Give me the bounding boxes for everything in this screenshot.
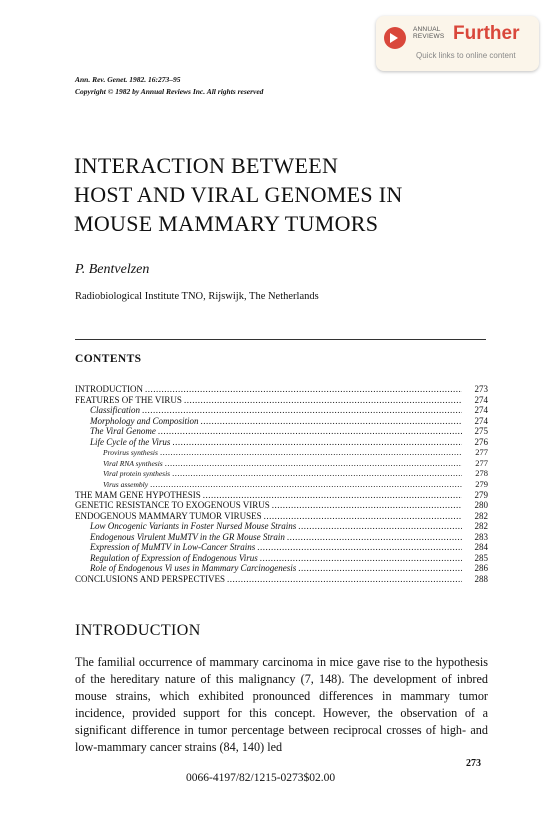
toc-entry[interactable] bbox=[75, 574, 488, 584]
toc-entry-label: Role of Endogenous Vi uses in Mammary Carcinogenesis bbox=[90, 563, 297, 574]
toc-leader-dots bbox=[201, 416, 462, 426]
toc-leader-dots bbox=[172, 437, 462, 447]
citation-line2: Copyright © 1982 by Annual Reviews Inc. All rights reserved bbox=[75, 87, 264, 96]
toc-entry-page: 274 bbox=[474, 405, 488, 416]
toc-entry[interactable] bbox=[75, 437, 488, 447]
divider bbox=[75, 339, 486, 340]
toc-entry-page: 277 bbox=[475, 457, 488, 468]
toc-leader-dots bbox=[298, 521, 462, 531]
footer-code: 0066-4197/82/1215-0273$02.00 bbox=[186, 772, 336, 784]
toc-entry[interactable] bbox=[75, 447, 488, 458]
toc-entry-label: FEATURES OF THE VIRUS bbox=[75, 394, 182, 405]
toc-entry-label: THE MAM GENE HYPOTHESIS bbox=[75, 489, 201, 500]
toc-leader-dots bbox=[158, 426, 462, 436]
contents-heading: CONTENTS bbox=[75, 353, 142, 365]
toc-entry[interactable] bbox=[75, 532, 488, 542]
toc-entry[interactable] bbox=[75, 384, 488, 394]
toc-leader-dots bbox=[260, 553, 462, 563]
toc-entry[interactable] bbox=[75, 511, 488, 521]
toc-entry-page: 288 bbox=[474, 573, 488, 584]
affiliation: Radiobiological Institute TNO, Rijswijk, The Netherlands bbox=[75, 291, 319, 302]
toc-leader-dots bbox=[145, 384, 462, 394]
toc-entry-label: Provirus synthesis bbox=[103, 448, 158, 458]
toc-entry-label: Regulation of Expression of Endogenous Virus bbox=[90, 552, 258, 563]
toc-entry[interactable] bbox=[75, 490, 488, 500]
author: P. Bentvelzen bbox=[75, 262, 150, 277]
toc-entry-label: GENETIC RESISTANCE TO EXOGENOUS VIRUS bbox=[75, 500, 270, 511]
toc-entry[interactable] bbox=[75, 395, 488, 405]
toc-entry[interactable] bbox=[75, 500, 488, 510]
title-line: HOST AND VIRAL GENOMES IN bbox=[74, 182, 403, 207]
toc-leader-dots bbox=[142, 405, 462, 415]
toc-entry-page: 282 bbox=[474, 510, 488, 521]
toc-leader-dots bbox=[257, 542, 462, 552]
toc-entry-page: 285 bbox=[474, 552, 488, 563]
toc-entry[interactable] bbox=[75, 426, 488, 436]
toc-entry-page: 279 bbox=[474, 489, 488, 500]
toc-entry-label: Expression of MuMTV in Low-Cancer Strains bbox=[90, 542, 256, 553]
toc-entry[interactable] bbox=[75, 479, 488, 490]
toc-entry-page: 278 bbox=[475, 468, 488, 479]
toc-entry[interactable] bbox=[75, 468, 488, 479]
annual-reviews-logo-icon bbox=[384, 27, 406, 49]
title-line: INTERACTION BETWEEN bbox=[74, 153, 339, 178]
toc-entry-label: Morphology and Composition bbox=[90, 415, 199, 426]
toc-leader-dots bbox=[184, 395, 462, 405]
toc-entry[interactable] bbox=[75, 553, 488, 563]
toc-leader-dots bbox=[227, 574, 462, 584]
toc-entry-label: Classification bbox=[90, 405, 141, 416]
toc-entry-label: ENDOGENOUS MAMMARY TUMOR VIRUSES bbox=[75, 510, 262, 521]
badge-further-label[interactable]: Further bbox=[453, 23, 520, 44]
section-heading: INTRODUCTION bbox=[75, 622, 201, 639]
toc-entry-label: Virus assembly bbox=[103, 479, 149, 489]
toc-entry-page: 284 bbox=[474, 542, 488, 553]
citation-line1: Ann. Rev. Genet. 1982. 16:273–95 bbox=[75, 75, 181, 84]
toc-entry-label: The Viral Genome bbox=[90, 426, 156, 437]
toc-entry-page: 286 bbox=[474, 563, 488, 574]
toc-entry-label: Viral RNA synthesis bbox=[103, 458, 163, 468]
toc-entry-page: 276 bbox=[474, 436, 488, 447]
toc-entry[interactable] bbox=[75, 405, 488, 415]
toc-entry-label: Viral protein synthesis bbox=[103, 469, 171, 479]
badge-brand-line2: REVIEWS bbox=[413, 33, 445, 40]
page-number: 273 bbox=[466, 758, 481, 769]
toc-entry-page: 279 bbox=[475, 478, 488, 489]
toc-leader-dots bbox=[264, 511, 462, 521]
toc-entry[interactable] bbox=[75, 542, 488, 552]
toc-leader-dots bbox=[172, 468, 462, 478]
toc-entry-page: 277 bbox=[475, 447, 488, 458]
toc-entry-page: 280 bbox=[474, 500, 488, 511]
body-paragraph bbox=[75, 654, 488, 756]
toc-entry-label: Endogenous Virulent MuMTV in the GR Mouse Strain bbox=[90, 531, 285, 542]
toc-entry[interactable] bbox=[75, 563, 488, 573]
toc-entry-page: 282 bbox=[474, 521, 488, 532]
badge-brand bbox=[413, 26, 444, 40]
title-line: MOUSE MAMMARY TUMORS bbox=[74, 211, 379, 236]
toc-entry-page: 283 bbox=[474, 531, 488, 542]
toc-leader-dots bbox=[298, 563, 462, 573]
toc-entry[interactable] bbox=[75, 416, 488, 426]
toc-entry[interactable] bbox=[75, 458, 488, 469]
article-title bbox=[74, 151, 403, 238]
toc-leader-dots bbox=[165, 458, 462, 468]
toc-leader-dots bbox=[203, 490, 462, 500]
toc-entry-label: CONCLUSIONS AND PERSPECTIVES bbox=[75, 573, 226, 584]
toc-entry-page: 274 bbox=[474, 415, 488, 426]
toc-entry-page: 273 bbox=[474, 384, 488, 394]
toc-entry-label: INTRODUCTION bbox=[75, 384, 143, 394]
toc-entry-page: 274 bbox=[474, 394, 488, 405]
body-text: The familial occurrence of mammary carcinoma in mice gave rise to the hypothesis of the hereditary nature of this malignancy (7, 148). The development of inbred mouse strains, which exhibited pronounced differences in mammary tumor incidence, provided support for this concept. However, the observation of a significant difference in tumor percentage between reciprocal crosses of high- and low-mammary cancer strains (84, 140) led bbox=[75, 655, 488, 754]
toc-entry-label: Low Oncogenic Variants in Foster Nursed Mouse Strains bbox=[90, 521, 297, 532]
toc-leader-dots bbox=[150, 479, 462, 489]
toc-entry-page: 275 bbox=[474, 426, 488, 437]
badge-brand-line1: ANNUAL bbox=[413, 26, 441, 33]
toc-leader-dots bbox=[160, 447, 462, 457]
badge-tagline[interactable]: Quick links to online content bbox=[416, 51, 516, 60]
toc-entry-label: Life Cycle of the Virus bbox=[90, 436, 171, 447]
toc-leader-dots bbox=[287, 532, 462, 542]
toc-entry[interactable] bbox=[75, 521, 488, 531]
toc-leader-dots bbox=[272, 500, 462, 510]
